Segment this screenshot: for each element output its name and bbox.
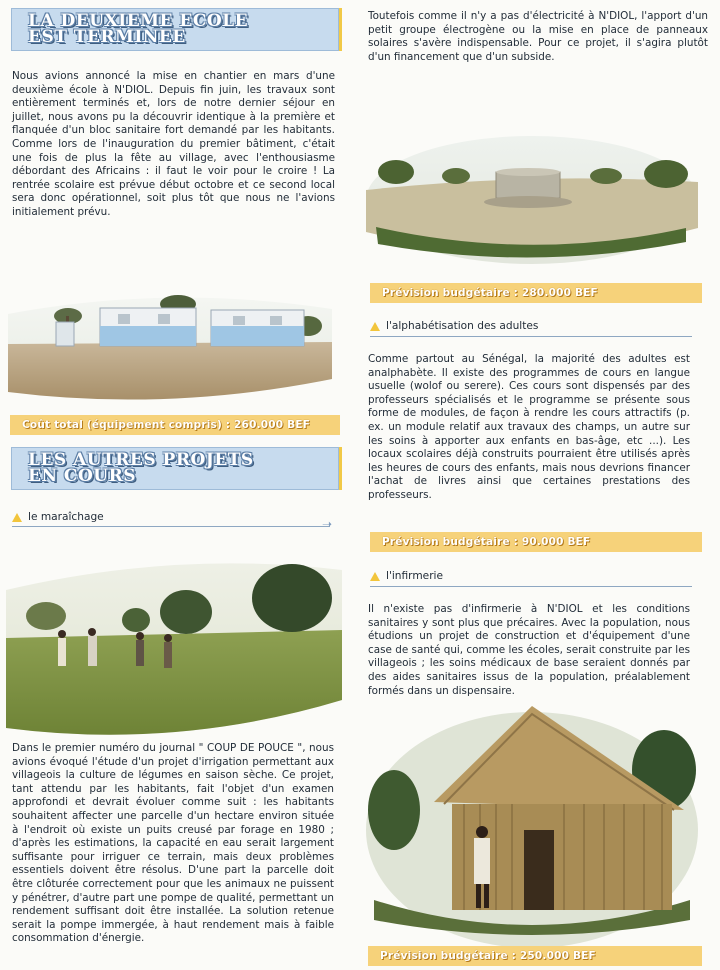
literacy-label: l'alphabétisation des adultes: [386, 320, 539, 332]
projects-section-title: [11, 447, 339, 490]
market-garden-photo: [6, 550, 342, 738]
arrow-right-icon: ➝: [322, 517, 333, 531]
hut-photo: [364, 700, 700, 946]
infirmary-label: l'infirmerie: [386, 570, 444, 582]
projects-title-line-1: LES AUTRES PROJETS: [28, 450, 254, 470]
market-garden-paragraph: Dans le premier numéro du journal " COUP DE POUCE ", nous avions évoqué l'étude d'un projet d'irrigation permettant aux villageois la culture de légumes en saison sèche. Ce projet, tant attendu par les habitants, fait l'objet d'un examen approfondi et devrait évoluer comme suit : les habitants souhaitent affecter une parcelle d'un hectare environ située à l'endroit où existe un puits creusé par forage en 1980 ; d'après les estimations, la capacité en eau serait largement suffisante pour irriguer ce terrain, mais deux problèmes essentiels doivent être résolus. D'une part la parcelle doit être clôturée correctement pour que les animaux ne puissent y pénétrer, d'autre part une pompe de qualité, permettant un rendement suffisant doit être installée. La solution retenue serait la pompe immergée, à haut rendement mais à faible consommation d'énergie.: [12, 742, 334, 945]
market-garden-subhead: [12, 511, 104, 523]
triangle-bullet-icon: [370, 322, 380, 331]
literacy-budget-bar: Prévision budgétaire : 90.000 BEF: [370, 532, 702, 552]
school-budget-bar: Coût total (équipement compris) : 260.000 BEF: [10, 415, 340, 435]
school-title-line-2: EST TERMINEE: [28, 27, 186, 47]
school-paragraph: Nous avions annoncé la mise en chantier en mars d'une deuxième école à N'DIOL. Depuis fin juin, les travaux sont entièrement terminés et, lors de notre dernier séjour en juillet, nous avons pu la découvrir identique à la première et flanquée d'un bloc sanitaire fort demandé par les habitants. Comme lors de l'inauguration du premier bâtiment, c'était une fois de plus la fête au village, avec l'enthousiasme débordant des Africains : il faut le voir pour le croire ! La rentrée scolaire est prévue début octobre et ce second local sera donc opérationnel, soit plus tôt que nous ne l'avions initialement prévu.: [12, 70, 335, 218]
projects-title-line-2: EN COURS: [28, 466, 136, 486]
well-budget-bar: Prévision budgétaire : 280.000 BEF: [370, 283, 702, 303]
literacy-paragraph: Comme partout au Sénégal, la majorité des adultes est analphabète. Il existe des programmes de cours en langue usuelle (wolof ou serere). Ces cours sont dispensés par des professeurs spécialisés et le programme se présente sous forme de modules, de façon à rendre les cours attractifs (p. ex. un module relatif aux travaux des champs, un autre sur les soins à apporter aux enfants en bas-âge, etc ...). Les locaux scolaires déjà construits pourraient être utilisés après les heures de cours des enfants, mais nous devrions financer l'achat de livres ainsi que certaines prestations des professeurs.: [368, 353, 690, 501]
well-photo: [366, 132, 698, 267]
school-title-line-1: LA DEUXIEME ECOLE: [28, 11, 249, 31]
subhead-divider: [12, 526, 330, 527]
school-section-title: [11, 8, 339, 51]
triangle-bullet-icon: [12, 513, 22, 522]
literacy-subhead: [370, 320, 538, 332]
literacy-divider: [370, 336, 692, 337]
market-garden-label: le maraîchage: [28, 511, 104, 523]
school-photo: [8, 284, 332, 404]
infirmary-divider: [370, 586, 692, 587]
infirmary-budget-bar: Prévision budgétaire : 250.000 BEF: [368, 946, 702, 966]
electricity-paragraph: Toutefois comme il n'y a pas d'électricité à N'DIOL, l'apport d'un petit groupe électrogène ou la mise en place de panneaux solaires s'avère indispensable. Pour ce projet, il s'agira plutôt d'un financement que d'un subside.: [368, 10, 708, 63]
infirmary-subhead: [370, 570, 443, 582]
triangle-bullet-icon: [370, 572, 380, 581]
infirmary-paragraph: Il n'existe pas d'infirmerie à N'DIOL et les conditions sanitaires y sont plus que précaires. Avec la population, nous étudions un projet de construction et d'équipement d'une case de santé qui, comme les écoles, serait construite par les villageois ; les soins médicaux de base seraient donnés par des aides sanitaires issus de la population, préalablement formés dans un dispensaire.: [368, 603, 690, 697]
